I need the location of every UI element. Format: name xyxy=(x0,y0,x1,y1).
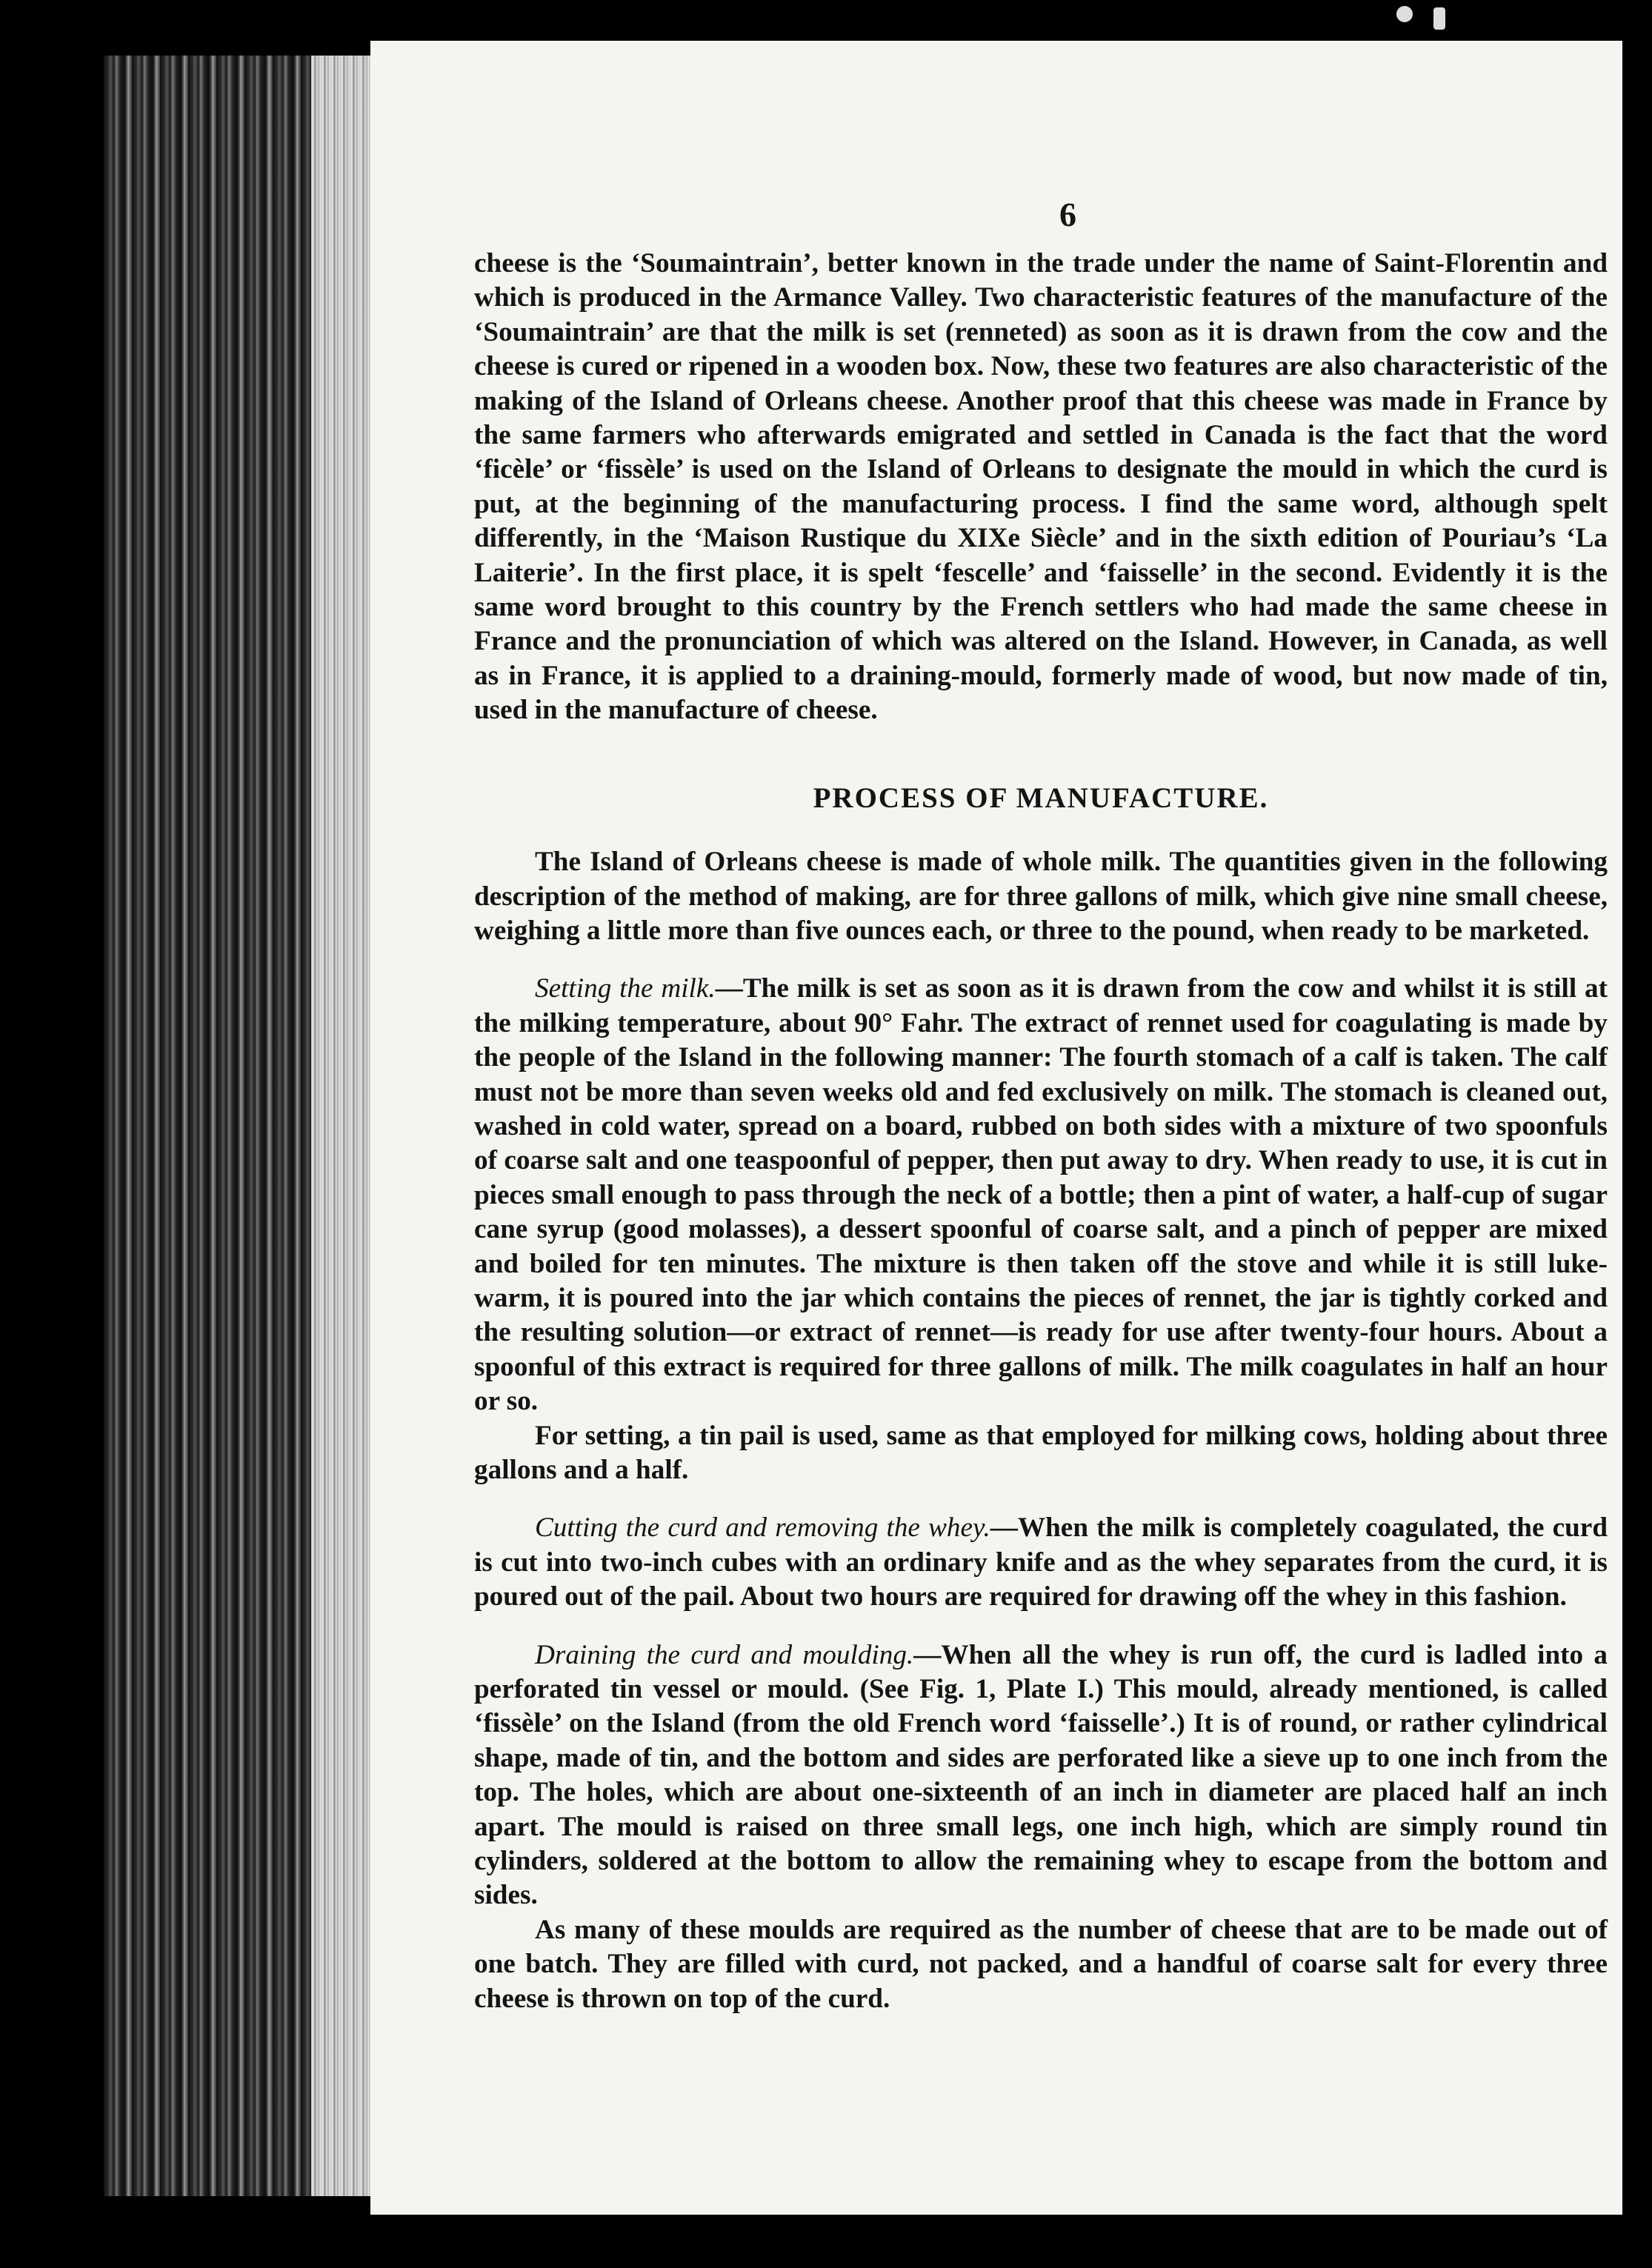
page-number: 6 xyxy=(1059,196,1076,233)
paragraph-draining-curd xyxy=(474,1638,1608,1913)
paragraph-moulds: As many of these moulds are required as the number of cheese that are to be made out of one batch. They are filled with curd, not packed, and a handful of coarse salt for every three cheese is thrown on top of the curd. xyxy=(474,1914,1608,2014)
draining-text: —When all the whey is run off, the curd is ladled into a perforated tin vessel or mould. (See Fig. 1, Plate I.) This mould, already mentioned, is called ‘fissèle’ on the Island (from the old French word ‘faisselle’.) It is of round, or rather cylindrical shape, made of tin, and the bottom and sides are perforated like a sieve up to one inch from the top. The holes, which are about one-sixteenth of an inch in diameter are placed half an inch apart. The mould is raised on three small legs, one inch high, which are simply round tin cylinders, soldered at the bottom to allow the remaining whey to escape from the bottom and sides. xyxy=(474,1639,1608,1911)
paragraph-soumaintrain: cheese is the ‘Soumaintrain’, better known in the trade under the name of Saint-Florentin and which is produced in the Armance Valley. Two characteristic features of the manufacture of the ‘Soumaintrain’ are that the milk is set (renneted) as soon as it is drawn from the cow and the cheese is cured or ripened in a wooden box. Now, these two features are also characteristic of the making of the Island of Orleans cheese. Another proof that this cheese was made in France by the same farmers who afterwards emigrated and settled in Canada is the fact that the word ‘ficèle’ or ‘fissèle’ is used on the Island of Orleans to designate the mould in which the curd is put, at the beginning of the manufacturing process. I find the same word, although spelt differently, in the ‘Maison Rustique du XIXe Siècle’ and in the sixth edition of Pouriau’s ‘La Laiterie’. In the first place, it is spelt ‘fescelle’ and ‘faisselle’ in the second. Evidently it is the same word brought to this country by the French settlers who had made the same cheese in France and the pronunciation of which was altered on the Island. However, in Canada, as well as in France, it is applied to a draining-mould, formerly made of wood, but now made of tin, used in the manufacture of cheese. xyxy=(474,248,1608,726)
paragraph-setting-pail: For setting, a tin pail is used, same as that employed for milking cows, holding about three gallons and a half. xyxy=(474,1420,1608,1485)
setting-text: —The milk is set as soon as it is drawn from the cow and whilst it is still at the milking temperature, about 90° Fahr. The extract of rennet used for coagulating is made by the people of the Island in the following manner: The fourth stomach of a calf is taken. The calf must not be more than seven weeks old and fed exclusively on milk. The stomach is cleaned out, washed in cold water, spread on a board, rubbed on both sides with a mixture of two spoonfuls of coarse salt and one teaspoonful of pepper, then put away to dry. When ready to use, it is cut in pieces small enough to pass through the neck of a bottle; then a pint of water, a half-cup of sugar cane syrup (good molasses), a dessert spoonful of coarse salt, and a pinch of pepper are mixed and boiled for ten minutes. The mixture is then taken off the stove and while it is still luke-warm, it is poured into the jar which contains the pieces of rennet, the jar is tightly corked and the resulting solution—or extract of rennet—is ready for use after twenty-four hours. About a spoonful of this extract is required for three gallons of milk. The milk coagulates in half an hour or so. xyxy=(474,973,1608,1417)
scan-speck xyxy=(1433,7,1445,30)
document-page xyxy=(370,41,1622,2215)
runin-heading-setting: Setting the milk. xyxy=(535,973,716,1004)
book-page-edges xyxy=(104,56,393,2196)
paragraph-setting-milk xyxy=(474,972,1608,1418)
paragraph-intro: The Island of Orleans cheese is made of whole milk. The quantities given in the following description of the method of making, are for three gallons of milk, which give nine small cheese, weighing a little more than five ounces each, or three to the pound, when ready to be marketed. xyxy=(474,847,1608,946)
paragraph-cutting-curd xyxy=(474,1511,1608,1614)
section-heading: PROCESS OF MANUFACTURE. xyxy=(813,781,1269,814)
runin-heading-draining: Draining the curd and moulding. xyxy=(535,1639,914,1670)
page-body xyxy=(474,247,1608,2016)
scan-speck xyxy=(1396,6,1413,22)
cutting-text: —When the milk is completely coagulated, the curd is cut into two-inch cubes with an ordinary knife and as the whey separates from the curd, it is poured out of the pail. About two hours are required for drawing off the whey in this fashion. xyxy=(474,1512,1608,1612)
runin-heading-cutting: Cutting the curd and removing the whey. xyxy=(535,1512,990,1544)
